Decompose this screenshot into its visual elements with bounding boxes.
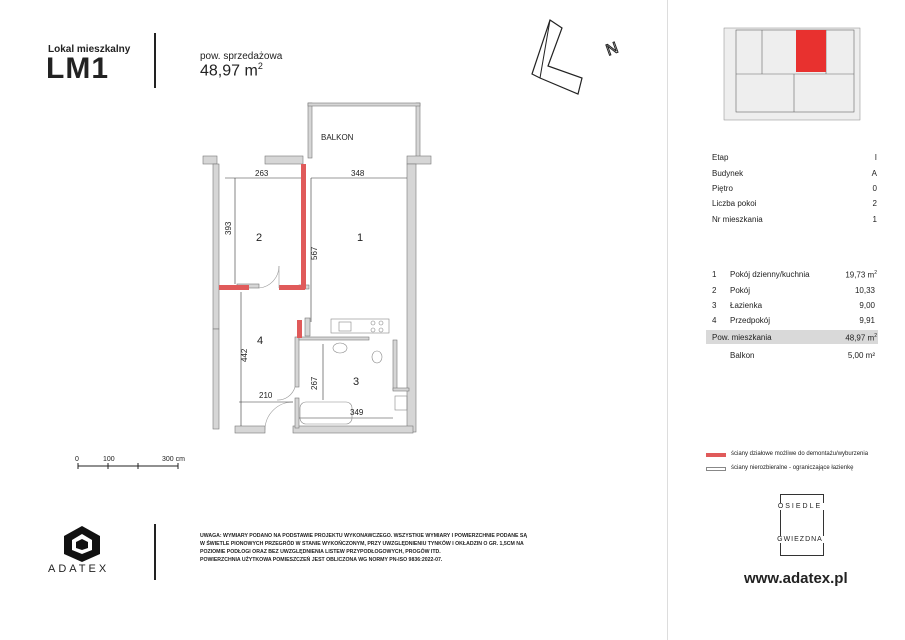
notes-block: UWAGA: WYMIARY PODANO NA PODSTAWIE PROJEKTU WYKONAWCZEGO. WSZYSTKIE WYMIARY I POWIERZCHNIE PODANE SĄ W ŚWIETLE PIONOWYCH PRZEGRÓD W STANIE WYKOŃCZONYM, PRZY UWZGLĘDNIENIU TYNKÓW I OKŁADZIN O GR. 1,5CM NA POZIOMIE PODŁOGI ORAZ BEZ UWZGLĘDNIENIA LISTEW PRZYPODŁOGOWYCH, PROGÓW ITD. POWIERZCHNIA UŻYTKOWA POMIESZCZEŃ JEST OBLICZONA WG NORMY PN-ISO 9836:2022-07. — [200, 533, 528, 563]
total-row-text: Pow. mieszkania 48,97 $m^2$ — [712, 333, 877, 343]
header-divider — [154, 33, 156, 88]
info-row-floor: Piętro 0 — [712, 184, 877, 193]
page-divider — [667, 0, 668, 640]
info-row-room-count: Liczba pokoi 2 — [712, 199, 877, 208]
dim-top-right: 348 — [351, 169, 365, 178]
legend-swatch-demolishable — [706, 453, 726, 457]
compass-letter: N — [603, 39, 621, 60]
unit-code: LM1 — [46, 52, 109, 85]
scale-tick-0: 0 — [75, 456, 79, 463]
room-number-2: 2 — [256, 232, 263, 244]
floor-plan — [195, 100, 445, 440]
scale-tick-100: 100 — [103, 456, 115, 463]
dim-bottom-left: 210 — [259, 391, 273, 400]
area-label: pow. sprzedażowa — [200, 51, 283, 62]
estate-name-line1: OSIEDLE — [774, 503, 826, 510]
balcony-row: Balkon 5,00 m² — [730, 351, 875, 360]
dim-mid-vertical: 567 — [310, 246, 319, 260]
dim-left-upper: 393 — [224, 221, 233, 235]
room-number-3: 3 — [353, 376, 360, 388]
area-value: 48,97 $m^2$ — [200, 61, 263, 80]
footer-divider — [154, 524, 156, 580]
scale-tick-300: 300 cm — [162, 456, 185, 463]
info-row-stage: Etap I — [712, 153, 877, 162]
room-row-2: 2 Pokój 10,33 — [712, 286, 875, 295]
room-row-1: 1 Pokój dzienny/kuchnia 19,73 $m^2$ — [712, 270, 877, 280]
website-link[interactable]: www.adatex.pl — [744, 570, 848, 587]
north-arrow-icon — [520, 18, 630, 108]
room-number-1: 1 — [357, 232, 364, 244]
dim-bath-width: 349 — [350, 408, 364, 417]
estate-name-line2: GWIEZDNA — [774, 536, 826, 543]
adatex-logo-icon — [60, 524, 104, 564]
key-plan — [722, 26, 862, 122]
legend-bathroom-walls: ściany nierozbieralne - ograniczające łazienkę — [731, 465, 854, 471]
room-row-3: 3 Łazienka 9,00 — [712, 301, 875, 310]
balcony-label: BALKON — [321, 133, 354, 142]
dim-top-left: 263 — [255, 169, 269, 178]
legend-demolishable: ściany działowe możliwe do demontażu/wyburzenia — [731, 451, 869, 457]
info-row-flat-number: Nr mieszkania 1 — [712, 215, 877, 224]
room-number-4: 4 — [257, 335, 264, 347]
info-row-building: Budynek A — [712, 169, 877, 178]
company-name: ADATEX — [48, 563, 110, 575]
room-row-4: 4 Przedpokój 9,91 — [712, 316, 875, 325]
dim-bath-vertical: 267 — [310, 376, 319, 390]
scale-bar — [70, 452, 200, 472]
dim-left-lower: 442 — [240, 348, 249, 362]
unit-label: Lokal mieszkalny — [48, 44, 131, 55]
legend-swatch-bathroom — [706, 467, 726, 471]
